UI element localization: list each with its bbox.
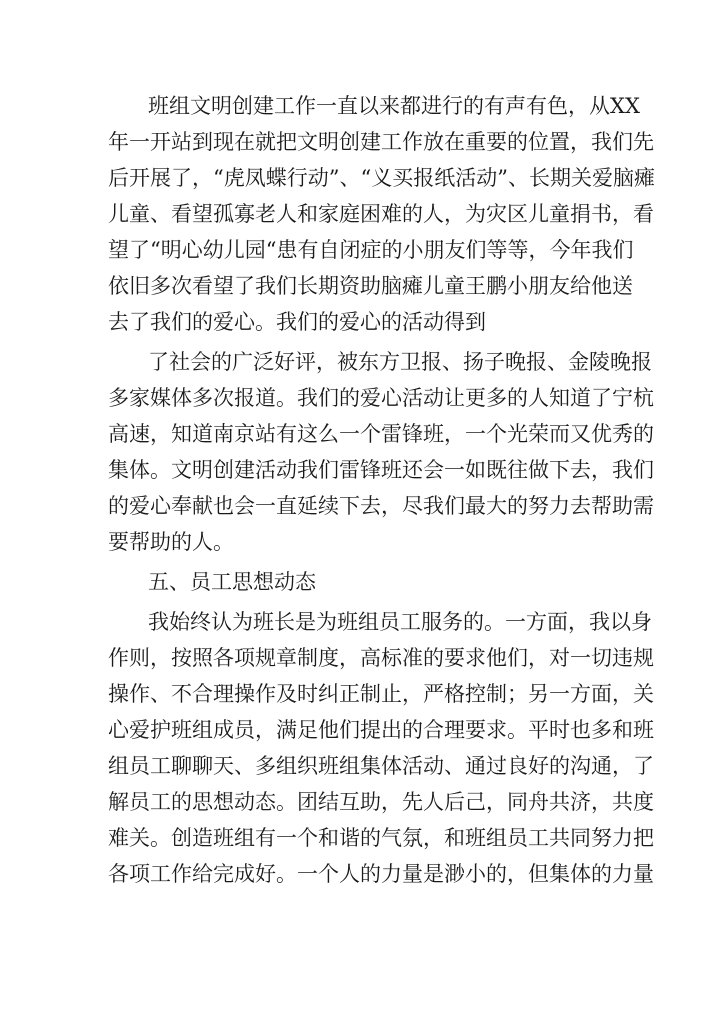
paragraph-staff-thoughts: [108, 604, 654, 892]
text-line: 望了“明心幼儿园“患有自闭症的小朋友们等等，今年我们: [108, 238, 634, 262]
paragraph-civilization: [108, 88, 655, 340]
text-line: 操作、不合理操作及时纠正制止，严格控制；另一方面，关: [108, 682, 654, 706]
text-line: 组员工聊聊天、多组织班组集体活动、通过良好的沟通，了: [108, 754, 654, 778]
text-line: 了社会的广泛好评，被东方卫报、扬子晚报、金陵晚报: [148, 350, 652, 374]
text-line: 集体。文明创建活动我们雷锋班还会一如既往做下去，我们: [108, 458, 654, 482]
text-line: 各项工作给完成好。一个人的力量是渺小的，但集体的力量: [108, 862, 654, 886]
text-line: 去了我们的爱心。我们的爱心的活动得到: [108, 310, 486, 334]
text-line: 多家媒体多次报道。我们的爱心活动让更多的人知道了宁杭: [108, 386, 654, 410]
text-line: 后开展了，“虎凤蝶行动”、“义买报纸活动”、长期关爱脑瘫: [108, 166, 655, 190]
text-line: 心爱护班组成员，满足他们提出的合理要求。平时也多和班: [108, 718, 654, 742]
text-line: 依旧多次看望了我们长期资助脑瘫儿童王鹏小朋友给他送: [108, 274, 633, 298]
section-heading-text: 五、员工思想动态: [148, 570, 316, 594]
text-line: 儿童、看望孤寡老人和家庭困难的人，为灾区儿童捐书，看: [108, 202, 654, 226]
document-page: [108, 88, 655, 892]
paragraph-praise: [108, 344, 654, 560]
text-line: 解员工的思想动态。团结互助，先人后己，同舟共济，共度: [108, 790, 654, 814]
text-line: 年一开站到现在就把文明创建工作放在重要的位置，我们先: [108, 130, 654, 154]
text-line: 难关。创造班组有一个和谐的气氛，和班组员工共同努力把: [108, 826, 654, 850]
text-line: 作则，按照各项规章制度，高标准的要求他们，对一切违规: [108, 646, 654, 670]
text-line: 高速，知道南京站有这么一个雷锋班，一个光荣而又优秀的: [108, 422, 654, 446]
text-line: 要帮助的人。: [108, 530, 234, 554]
section-heading: [108, 564, 613, 600]
text-line: 我始终认为班长是为班组员工服务的。一方面，我以身: [148, 610, 652, 634]
text-line: 的爱心奉献也会一直延续下去，尽我们最大的努力去帮助需: [108, 494, 654, 518]
text-line: 班组文明创建工作一直以来都进行的有声有色，从XX: [148, 94, 640, 118]
